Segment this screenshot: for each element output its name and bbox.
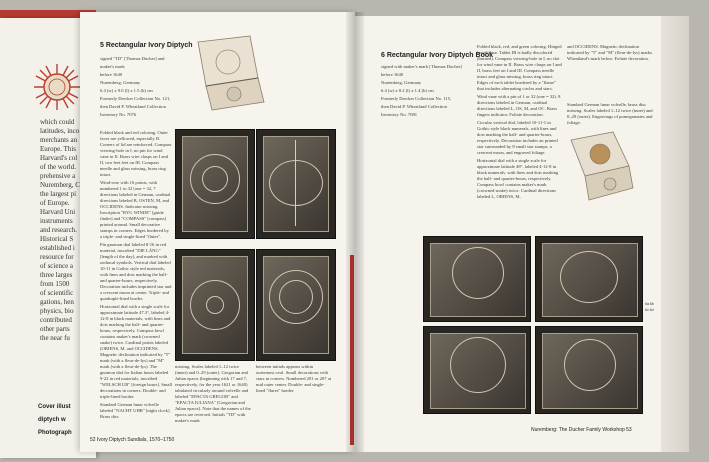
- photo-5b: [256, 129, 336, 239]
- body-text-6: [477, 44, 563, 202]
- underlying-line-15: established i: [40, 244, 75, 252]
- body-para-5-0: Folded black and red coloring. Outer faces are yellowed, especially B. Corners of lid are reinforced. Compass viewing-hole in I, no pin for wind vane in II. Brass wire clasps on I and II, two feet feet on III. Compass needle and glass missing, brass ring intact.: [100, 130, 172, 177]
- lower-col-3: between initials appears within outermost oval. Small decorations with stars in corners. Numbered 201 or 207 at mid outer center. Double- and single-lined "flutes" border.: [256, 364, 332, 393]
- photo-6b: [535, 236, 643, 322]
- body-para-5-4: Standard German lunar volvelle labeled "NACHT UHR" [night clock]. Brass disc: [100, 402, 171, 419]
- meta-line-6-5: then David P. Wheatland Collection: [381, 104, 447, 109]
- page-folio-right: Nuremberg: The Ducher Family Workshop 53: [531, 427, 632, 433]
- meta-line-6-4: Formerly Drecker Collection No. 115,: [381, 96, 452, 101]
- meta-line-5-4: 6.4 (w) x 9.0 (l) x 1.5 (h) cm: [100, 88, 153, 93]
- right-page: [355, 16, 661, 452]
- meta-line-5-2: before 1640: [100, 72, 123, 77]
- underlying-line-6: prehensive a: [40, 172, 76, 180]
- underlying-line-2: merchants an: [40, 136, 78, 144]
- meta-line-5-7: Inventory No. 7076: [100, 112, 137, 117]
- underlying-line-14: Historical S: [40, 235, 74, 243]
- page-stack-edge: [661, 16, 689, 452]
- meta-text-6: [381, 64, 473, 120]
- photo-tag-6ab: 6a 6b: [645, 302, 654, 306]
- bookmark-ribbon: [350, 255, 354, 445]
- photo-5d: [256, 249, 336, 361]
- lower-col-2: missing. Scales labeled 1–12 twice (inner) and 0–29 (outer). Gregorian and Julian epacts (beginning with 17 and 7, respectively, for the year 1621 or 1640) tabulated circularly around volvelle and labeled "EPACTA GREGOR" and "EPACTA IULIANA" [Gregorian and Julian epacts]. Note that the names of the epacts are reversed. Initials "TD" with maker's mark: [175, 364, 251, 423]
- underlying-line-20: of scientific: [40, 289, 74, 297]
- photo-6c: [423, 326, 531, 414]
- underlying-line-17: of science a: [40, 262, 74, 270]
- photo-6d: [535, 326, 643, 414]
- body-para-5-1: Wind-rose with 16 points, with numbered 1 to 32 [one = 32, 7 directions labeled in German, cardinal directions labeled B, OSTEN, M, and OCCIDENS. Indicator missing. Inscription "BYG WINDE" [guide finder] and "COMPASS" [compass] printed around. Small decorative stamps in corners. Edges bordered by a triple- and single-lined "flutes".: [100, 180, 171, 239]
- book-gutter: [346, 12, 364, 452]
- underlying-line-0: which could: [40, 118, 75, 126]
- underlying-line-24: other parts: [40, 325, 70, 333]
- underlying-line-8: the largest pi: [40, 190, 77, 198]
- body-para-5-2: Pin gnomon dial labeled 8-16 in red material, inscribed "DIE LÄNG" [length of the day], and marked with zodiacal symbols. Vertical dial labeled 10-11 in Gothic style red materials, with lines and dots marking the half- and quarter-hours, respectively. Decoration includes imprinted star and a crescent moon at center. Triple- and quadruple-lined border.: [100, 242, 172, 301]
- meta-line-5-5: Formerly Drecker Collection No. 121,: [100, 96, 171, 101]
- underlying-line-3: Europe. This: [40, 145, 77, 153]
- meta-line-6-1: before 1640: [381, 72, 404, 77]
- ivory-diptych-photo: [188, 34, 268, 112]
- body-text-5: [100, 130, 172, 422]
- body-para-6-3: Horizontal dial with a single scale for approximate latitude 48°, labeled 4-12-8 in black numerals, with lines and dots marking the half- and quarter-hours, respectively. Compass bowl contains maker's mark (crowned snake) twice. Cardinal directions labeled L, ORIENS, M,: [477, 158, 559, 199]
- meta-line-6-3: 6.4 (w) x 8.2 (l) x 1.4 (h) cm: [381, 88, 434, 93]
- col3-para-b: Standard German lunar volvelle, brass disc missing. Scales labeled 1–12 twice (inner) and 0–29 (outer). Engravings of pomegranates and foliage.: [567, 102, 653, 125]
- meta-text-5: [100, 56, 190, 120]
- underlying-line-4: Harvard's col: [40, 154, 78, 162]
- meta-line-6-2: Nuremberg, Germany: [381, 80, 422, 85]
- body-para-6-1: Wind vane with a pin of 1 or 32 (one = 32). 8 directions labeled in German, cardinal directions labeled L, OS, M, and OC. Brass fingers indicator. Foliate decoration.: [477, 94, 561, 117]
- meta-line-5-6: then David P. Wheatland Collection: [100, 104, 166, 109]
- col3-text-6: [567, 44, 655, 128]
- underlying-line-21: gations, hen: [40, 298, 74, 306]
- photo-5a: [175, 129, 255, 239]
- underlying-line-9: of Europe.: [40, 199, 70, 207]
- underlying-line-13: and research.: [40, 226, 77, 234]
- body-para-6-0: Folded black, red, and green coloring. Hinged lengthwise. Tablet IB is badly discolored (burned). Compass viewing-hole in I, no slot for wind vane in II. Brass wire clasps on I and II, brass feet on I and III. Compass needle intact and glass missing, brass ring intact. Edges of each tablet bordered by a "flame" that includes alternating circles and stars.: [477, 44, 562, 91]
- col3-para-a: and OCCIDENS. Magnetic declination indicated by "T" and "M" (fleur-de-lys) marks. Wheatland's mark below. Foliate decoration.: [567, 44, 654, 61]
- left-page: [80, 12, 355, 452]
- sun-emblem-icon: [32, 62, 82, 112]
- meta-line-6-6: Inventory No. 7081: [381, 112, 418, 117]
- cover-note-line-2: Photograph: [38, 430, 72, 436]
- underlying-line-11: Harvard Uni: [40, 208, 76, 216]
- photo-5c: [175, 249, 255, 361]
- underlying-line-25: the near fu: [40, 334, 70, 342]
- underlying-line-12: instruments: [40, 217, 73, 225]
- body-para-6-2: Circular vertical dial, labeled 10-11-1 in Gothic style black numerals, with lines and dots marking the half- and quarter-hours, respectively. Decoration includes an printed star surrounded by 8 small star stamps, a crescent moon, and engraved foliage.: [477, 120, 558, 155]
- meta-line-6-0: signed with maker's mark [Thomas Ducher]: [381, 64, 462, 69]
- section-title-6: 6 Rectangular Ivory Diptych Book: [381, 52, 494, 59]
- underlying-line-22: physics, bio: [40, 307, 74, 315]
- underlying-line-7: Nuremberg, C: [40, 181, 80, 189]
- cover-note-line-1: diptych w: [38, 417, 66, 423]
- underlying-line-16: resource for: [40, 253, 74, 261]
- page-folio-left: 52 Ivory Diptych Sundials, 1570–1750: [90, 437, 175, 443]
- photo-tag-6cd: 6c 6d: [645, 308, 654, 312]
- section-title-5: 5 Rectangular Ivory Diptych: [100, 42, 193, 49]
- underlying-line-1: latitudes, inco: [40, 127, 80, 135]
- ivory-diptych-book-photo: [563, 126, 639, 210]
- underlying-line-5: of the world.: [40, 163, 76, 171]
- cover-note-line-0: Cover illust: [38, 404, 71, 410]
- underlying-line-19: from 1500: [40, 280, 70, 288]
- underlying-line-23: contributed: [40, 316, 72, 324]
- photo-6a: [423, 236, 531, 322]
- body-para-5-3: Horizontal dial with a single scale for approximate latitude 47.3°, labeled 4-12-8 in black materials, with lines and dots marking the half- and quarter-hours, respectively. Compass bowl contains maker's mark (crowned snake) twice. Cardinal points labeled (ORIENS, M, and OCCIDENS. Magnetic declination indicated by "T" mark (with a fleur-de-lys) and "M" mark (with a fleur-de-lys). The gnomon dial for Italian hours labeled 9-22 in red materials, inscribed "WELSCH UR" [foreign hours]. Small decorations in corners. Double- and triple-lined border.: [100, 304, 173, 399]
- underlying-line-18: three larges: [40, 271, 73, 279]
- cover-note: [38, 398, 72, 443]
- meta-line-5-0: signed "TD" [Thomas Ducher] and: [100, 56, 165, 61]
- meta-line-5-1: maker's mark: [100, 64, 125, 69]
- meta-line-5-3: Nuremberg, Germany: [100, 80, 141, 85]
